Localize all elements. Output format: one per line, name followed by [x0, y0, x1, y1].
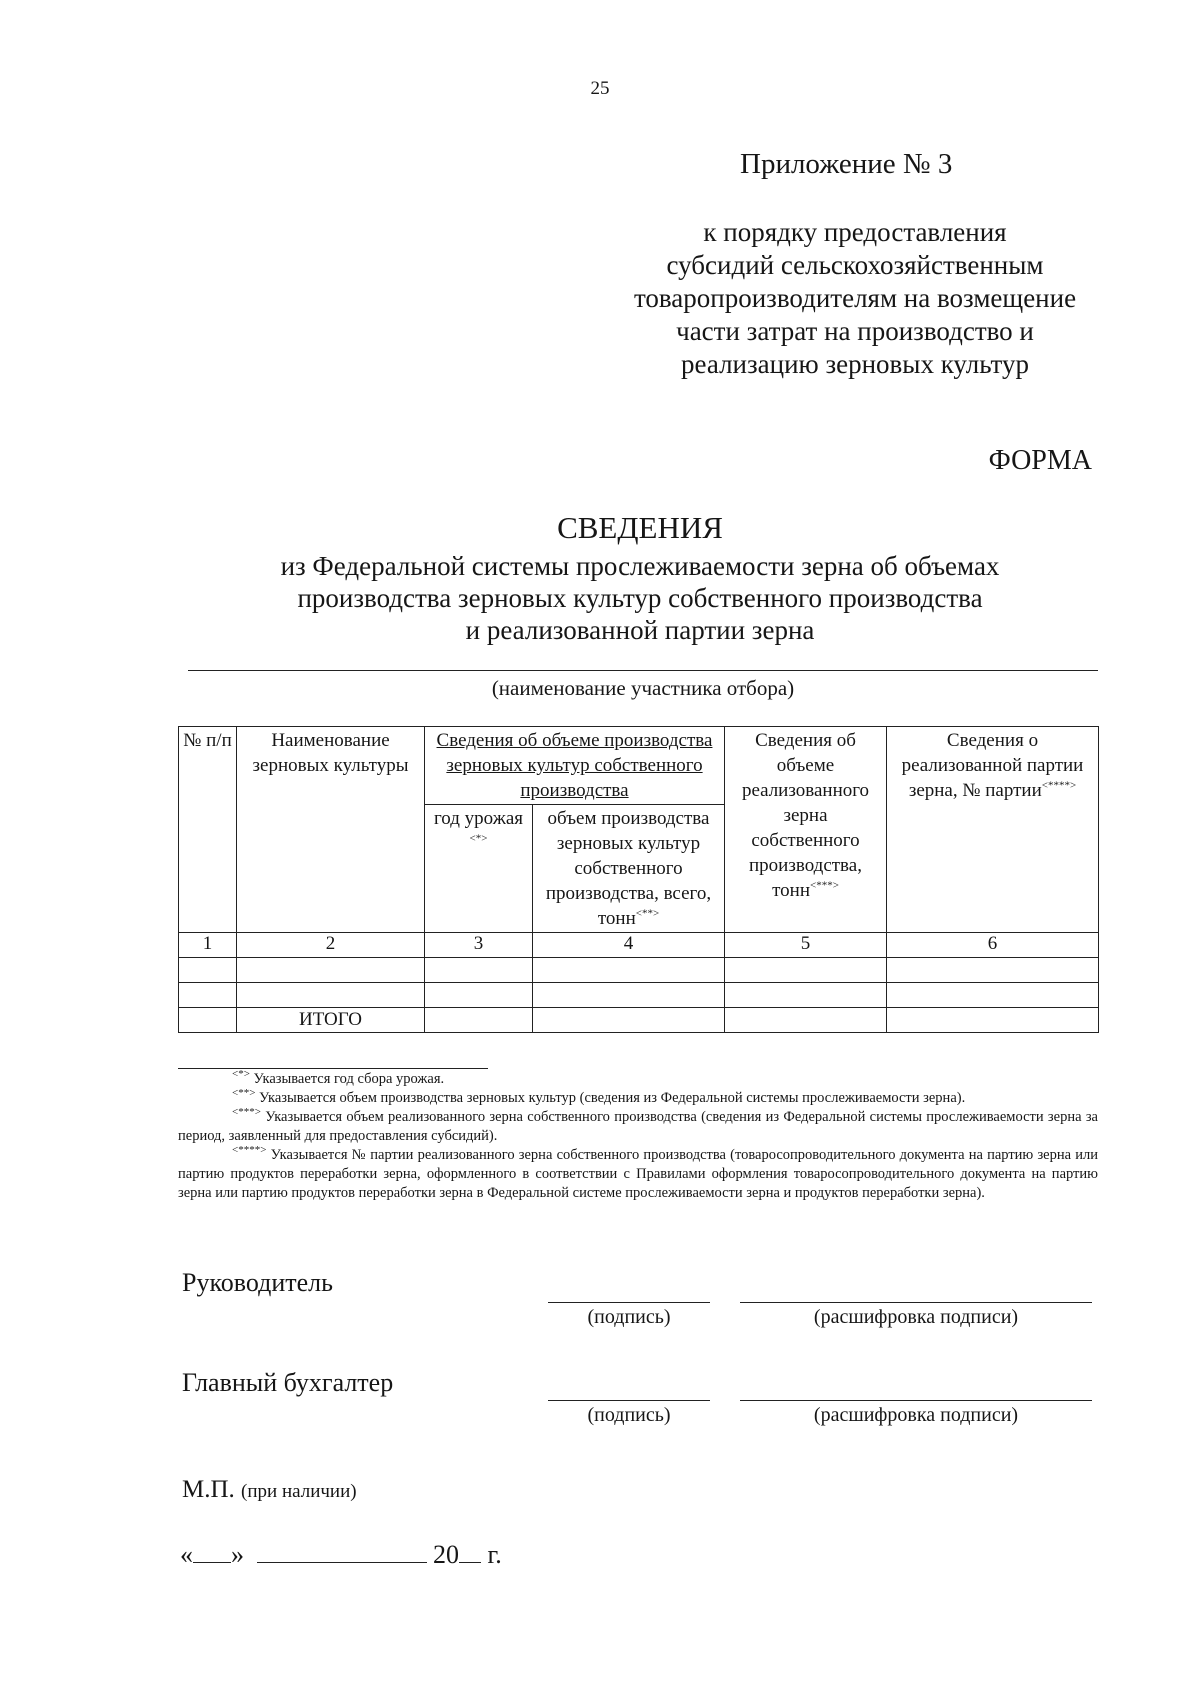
table-cell[interactable]: [425, 1008, 533, 1033]
total-row: [179, 1008, 1099, 1033]
table-cell[interactable]: [179, 983, 237, 1008]
table-cell[interactable]: [237, 983, 425, 1008]
signature-field[interactable]: [548, 1302, 710, 1303]
table-cell[interactable]: [425, 958, 533, 983]
header-sold-volume: [725, 727, 887, 933]
table-cell[interactable]: [533, 958, 725, 983]
subtitle-line: производства зерновых культур собственного производства: [297, 583, 983, 613]
header-production-volume: [533, 805, 725, 933]
date-close-quote: »: [231, 1540, 244, 1569]
stamp-note: (при наличии): [241, 1481, 357, 1502]
date-day-field[interactable]: [193, 1540, 231, 1563]
signature-caption: (подпись): [587, 1306, 671, 1328]
subtitle-line: и реализованной партии зерна: [465, 615, 815, 645]
footnote: [178, 1070, 1098, 1089]
header-crop-name: Наименование зерновых культуры: [237, 727, 425, 933]
footnote-text: Указывается объем реализованного зерна собственного производства (сведения из Федеральной системы прослеживаемости зерна за период, заявленный для предоставления субсидий).: [178, 1109, 1098, 1144]
header-number: № п/п: [179, 727, 237, 933]
page-number: 25: [590, 78, 610, 99]
footnote: [178, 1146, 1098, 1203]
table-cell[interactable]: [179, 1008, 237, 1033]
date-open-quote: «: [180, 1540, 193, 1569]
column-number-row: [179, 933, 1099, 958]
footnote-mark: <**>: [635, 907, 660, 920]
footnote-mark: <**>: [232, 1087, 256, 1100]
document-subtitle: [240, 550, 1040, 646]
footnote-mark: <*>: [232, 1068, 250, 1081]
header-batch: [887, 727, 1099, 933]
column-number: 2: [237, 933, 425, 958]
participant-name-field[interactable]: [188, 670, 1098, 671]
appendix-line: товаропроизводителям на возмещение: [633, 283, 1077, 313]
column-number: 4: [533, 933, 725, 958]
table-row: [179, 983, 1099, 1008]
appendix-line: к порядку предоставления: [703, 217, 1007, 247]
table-cell[interactable]: [425, 983, 533, 1008]
appendix-line: части затрат на производство и: [676, 316, 1034, 346]
signature-decode-caption: (расшифровка подписи): [813, 1306, 1019, 1328]
column-number: 3: [425, 933, 533, 958]
document-title: СВЕДЕНИЯ: [557, 510, 723, 545]
column-number: 6: [887, 933, 1099, 958]
table-cell[interactable]: [725, 983, 887, 1008]
date-year-field[interactable]: [459, 1540, 481, 1563]
footnote: [178, 1089, 1098, 1108]
header-harvest-year-text: год урожая: [433, 808, 524, 829]
date-month-field[interactable]: [257, 1540, 427, 1563]
signature-caption: (подпись): [587, 1404, 671, 1426]
header-production-volume-text: объем производства зерновых культур собственного производства, всего, тонн: [545, 808, 712, 929]
signature-decode-caption: (расшифровка подписи): [813, 1404, 1019, 1426]
appendix-line: реализацию зерновых культур: [681, 349, 1029, 379]
footnote-text: Указывается объем производства зерновых культур (сведения из Федеральной системы прослеживаемости зерна).: [259, 1090, 966, 1106]
signer-role-accountant: Главный бухгалтер: [182, 1368, 394, 1397]
appendix-line: субсидий сельскохозяйственным: [666, 250, 1044, 280]
header-sold-volume-text: Сведения об объеме реализованного зерна собственного производства, тонн: [741, 730, 870, 901]
column-number: 5: [725, 933, 887, 958]
table-cell[interactable]: [887, 983, 1099, 1008]
header-production-group: Сведения об объеме производства зерновых культур собственного производства: [425, 727, 725, 805]
table-cell[interactable]: [887, 958, 1099, 983]
footnote-mark: <*>: [469, 832, 488, 845]
date-year-prefix: 20: [433, 1540, 459, 1569]
footnote: [178, 1108, 1098, 1146]
signature-decode-field[interactable]: [740, 1400, 1092, 1401]
appendix-description: [600, 216, 1110, 381]
table-cell[interactable]: [237, 958, 425, 983]
table-cell[interactable]: [179, 958, 237, 983]
table-cell[interactable]: [725, 958, 887, 983]
participant-caption: (наименование участника отбора): [491, 676, 795, 700]
footnote-mark: <***>: [809, 879, 839, 892]
stamp-place: [182, 1476, 357, 1504]
table-row: [179, 958, 1099, 983]
footnote-text: Указывается год сбора урожая.: [253, 1071, 445, 1087]
table-cell[interactable]: [533, 1008, 725, 1033]
date-year-suffix: г.: [487, 1540, 502, 1569]
total-label: ИТОГО: [237, 1008, 425, 1033]
footnotes: [178, 1070, 1098, 1203]
subtitle-line: из Федеральной системы прослеживаемости зерна об объемах: [280, 551, 1000, 581]
footnote-text: Указывается № партии реализованного зерна собственного производства (товаросопроводительного документа на партию зерна или партию продуктов переработки зерна, оформленного в соответствии с Правилами оформления товаросопроводительного документа на партию зерна или партию продуктов переработки зерна в Федеральной системе прослеживаемости зерна и продуктов переработки зерна).: [178, 1147, 1099, 1201]
table-cell[interactable]: [533, 983, 725, 1008]
footnote-mark: <***>: [232, 1106, 261, 1119]
data-table: [178, 726, 1099, 1033]
table-header-row: [179, 727, 1099, 805]
stamp-label: М.П.: [182, 1476, 235, 1503]
header-batch-text: Сведения о реализованной партии зерна, № партии: [901, 730, 1084, 801]
footnote-separator: [178, 1068, 488, 1069]
signature-decode-field[interactable]: [740, 1302, 1092, 1303]
appendix-title: Приложение № 3: [740, 148, 953, 180]
footnote-mark: <****>: [1041, 779, 1077, 792]
signature-field[interactable]: [548, 1400, 710, 1401]
form-label: ФОРМА: [988, 445, 1092, 476]
table-cell[interactable]: [887, 1008, 1099, 1033]
date-line: [180, 1540, 502, 1570]
header-harvest-year: [425, 805, 533, 933]
signer-role-head: Руководитель: [182, 1268, 333, 1297]
footnote-mark: <****>: [232, 1144, 267, 1157]
column-number: 1: [179, 933, 237, 958]
table-cell[interactable]: [725, 1008, 887, 1033]
